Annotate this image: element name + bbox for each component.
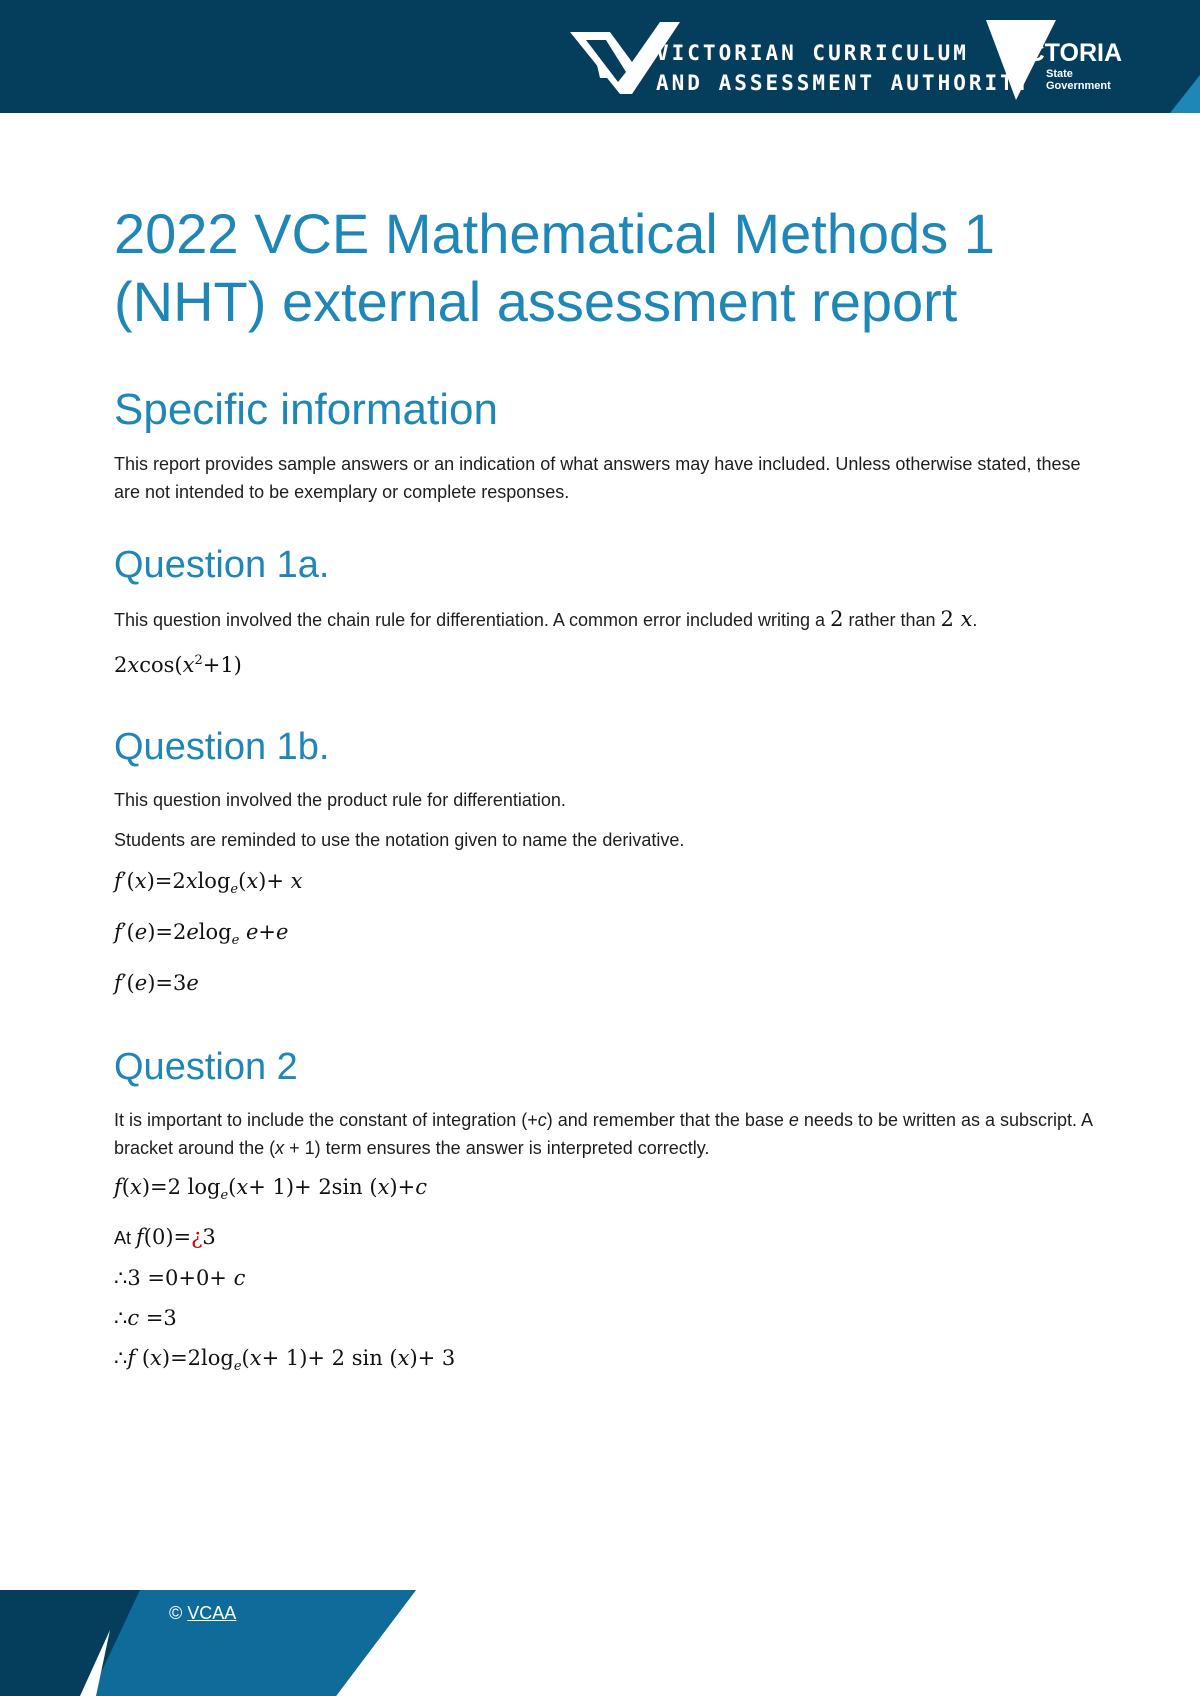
section-heading: Specific information [114,385,498,434]
q2-text-e: e [788,1110,799,1131]
q2-text-x: x [275,1138,285,1159]
victoria-gov-title: VICTORIA [1003,39,1122,67]
q2-formula-3: ∴3 =0+0+ c [114,1265,246,1290]
header-banner [0,0,1200,113]
q2-text-c: c [537,1110,547,1131]
copyright-symbol: © [169,1603,183,1623]
header-corner-stripe [1170,75,1200,113]
vcaa-name [656,38,1031,98]
question-1a-text [114,604,1094,634]
q2-formula-2: At f(0)=¿3 [114,1224,216,1249]
question-1b-text-1: This question involved the product rule for differentiation. [114,790,566,810]
page-title-line2: (NHT) external assessment report [114,270,958,333]
q1b-formula-2: f′(e)=2elog$_e$ e+e [114,920,289,949]
footer-copyright [169,1603,236,1624]
q2-text-part1: It is important to include the constant of integration (+ [114,1110,538,1131]
victoria-gov-subtitle [1046,68,1111,92]
copyright-vcaa-link[interactable]: VCAA [187,1603,237,1623]
q2-formula-4: ∴c =3 [114,1305,177,1330]
q2-text-part4: + 1) term ensures the answer is interpreted correctly. [284,1138,710,1159]
page-title [114,200,1094,336]
q2-formula-5: ∴f $(x)=2\log_e(x+ 1)+ 2$ sin (x)+ 3 [114,1345,456,1374]
report-content [114,200,1094,1382]
vcaa-name-line1: VICTORIAN CURRICULUM [656,41,969,65]
vcaa-name-line2: AND ASSESSMENT AUTHORITY [656,71,1032,95]
q1a-answer-formula: $2xcos(x^2+1)$ [114,653,242,677]
q1a-two-x-coef: 2 [940,607,954,631]
q1a-text-end: . [972,610,978,630]
q2-formula-1: f(x)=2 $\log_e(x+ 1)+ 2\sin$ (x)+c [114,1175,427,1204]
q1a-two-x-var: x [960,607,973,631]
q2-text-part3: needs to be written as a subscript. A bracket around the ( [114,1110,1093,1159]
question-2-text [114,1106,1094,1162]
q1a-text-middle: rather than [843,610,941,630]
victoria-gov-sub2: Government [1046,80,1111,92]
page-title-line1: 2022 VCE Mathematical Methods 1 [114,202,995,265]
intro-paragraph: This report provides sample answers or an indication of what answers may have included. Unless otherwise stated, these are not intended to be exemplary or complete responses. [114,454,1081,502]
q1b-formula-1: f′(x)=2xlog$_e$(x)+ x [114,869,303,898]
victoria-gov-sub1: State [1046,68,1073,80]
q1a-text-before: This question involved the chain rule for differentiation. A common error included writing a [114,610,831,630]
question-1b-heading: Question 1b. [114,726,330,768]
q1a-two-x [941,607,973,631]
q1b-formula-3: f′(e)=3e [114,971,199,996]
question-2-heading: Question 2 [114,1046,298,1089]
question-1a-heading: Question 1a. [114,544,330,586]
q2-text-part2: ) and remember that the base [546,1110,789,1131]
q1a-two: 2 [830,607,844,631]
question-1b-text-2: Students are reminded to use the notation given to name the derivative. [114,830,685,850]
q2-at-label: At [114,1227,137,1248]
